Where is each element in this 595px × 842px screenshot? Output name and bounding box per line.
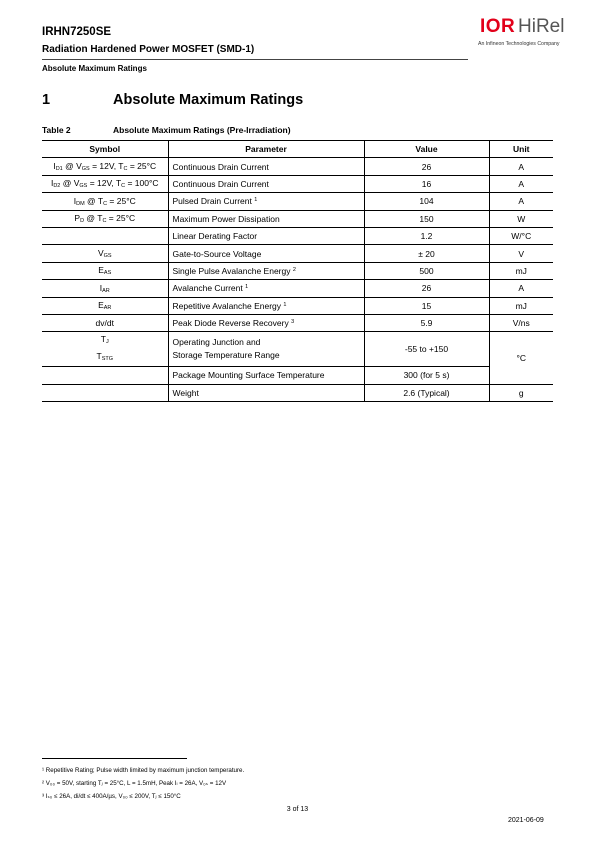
parameter-cell: Maximum Power Dissipation: [168, 210, 364, 227]
symbol-cell: dv/dt: [42, 314, 168, 331]
parameter-cell: Peak Diode Reverse Recovery $^3$: [168, 314, 364, 331]
table-row: [42, 314, 553, 331]
symbol-cell: $E_{AR}$: [42, 297, 168, 314]
value-cell: 150: [364, 210, 489, 227]
symbol-cell: $T_J$ $T_{STG}$: [42, 332, 168, 367]
unit-cell: °C: [489, 332, 553, 384]
value-cell: 500: [364, 262, 489, 279]
table-row: [42, 210, 553, 227]
column-header: Value: [364, 141, 489, 158]
symbol-cell: $I_{AR}$: [42, 280, 168, 297]
footnote-divider: [42, 758, 187, 759]
value-cell: 2.6 (Typical): [364, 384, 489, 401]
unit-cell: g: [489, 384, 553, 401]
unit-cell: W: [489, 210, 553, 227]
parameter-cell: Continuous Drain Current: [168, 175, 364, 192]
table-row: [42, 193, 553, 210]
absolute-max-ratings-table: [42, 140, 553, 402]
page-number: 3 of 13: [286, 806, 309, 813]
value-cell: 16: [364, 175, 489, 192]
unit-cell: W/°C: [489, 227, 553, 244]
running-section-title: Absolute Maximum Ratings: [42, 64, 147, 73]
value-cell: ± 20: [364, 245, 489, 262]
value-cell: 1.2: [364, 227, 489, 244]
table-row: [42, 262, 553, 279]
table-row: [42, 367, 553, 384]
symbol-cell: $P_D$ @ $T_C = 25^\circ C$: [42, 210, 168, 227]
table-row: [42, 297, 553, 314]
unit-cell: A: [489, 175, 553, 192]
value-cell: 5.9: [364, 314, 489, 331]
table-row: [42, 332, 553, 367]
parameter-cell: Gate-to-Source Voltage: [168, 245, 364, 262]
symbol-cell: [42, 227, 168, 244]
unit-cell: V/ns: [489, 314, 553, 331]
symbol-cell: [42, 367, 168, 384]
column-header: Parameter: [168, 141, 364, 158]
value-cell: 26: [364, 280, 489, 297]
logo-text: HiRel: [518, 16, 565, 37]
column-header: Symbol: [42, 141, 168, 158]
table-row: [42, 158, 553, 175]
company-logo: [478, 14, 578, 54]
logo-tagline: An Infineon Technologies Company: [478, 41, 560, 47]
parameter-cell: Pulsed Drain Current $^1$: [168, 193, 364, 210]
table-header-row: [42, 141, 553, 158]
parameter-cell: Repetitive Avalanche Energy $^1$: [168, 297, 364, 314]
symbol-cell: $I_{D1}$ @ $V_{GS} = 12V$, $T_C = 25^\circ C$: [42, 158, 168, 175]
footnote: ¹ Repetitive Rating; Pulse width limited by maximum junction temperature.: [42, 767, 245, 774]
unit-cell: A: [489, 193, 553, 210]
symbol-cell: $V_{GS}$: [42, 245, 168, 262]
unit-cell: mJ: [489, 262, 553, 279]
table-row: [42, 245, 553, 262]
footnote: ² V₀₀ = 50V, starting Tⱼ = 25°C, L = 1.5mH, Peak Iₗ = 26A, V₀ₛ = 12V: [42, 780, 227, 787]
table-caption-title: Absolute Maximum Ratings (Pre-Irradiation): [113, 125, 291, 135]
table-row: [42, 227, 553, 244]
parameter-cell: Single Pulse Avalanche Energy $^2$: [168, 262, 364, 279]
parameter-cell: Linear Derating Factor: [168, 227, 364, 244]
section-number: 1: [42, 92, 51, 108]
section-title: Absolute Maximum Ratings: [113, 92, 304, 108]
value-cell: 104: [364, 193, 489, 210]
unit-cell: A: [489, 158, 553, 175]
footnote: ³ Iₛ₀ ≤ 26A, di/dt ≤ 400A/µs, V₀₀ ≤ 200V, Tⱼ ≤ 150°C: [42, 793, 181, 800]
parameter-cell: Continuous Drain Current: [168, 158, 364, 175]
document-date: 2021-06-09: [508, 817, 544, 824]
table-row: [42, 280, 553, 297]
value-cell: 26: [364, 158, 489, 175]
parameter-cell: Avalanche Current $^1$: [168, 280, 364, 297]
unit-cell: V: [489, 245, 553, 262]
symbol-cell: $I_{DM}$ @ $T_C = 25^\circ C$: [42, 193, 168, 210]
part-number: IRHN7250SE: [42, 26, 112, 38]
parameter-cell: Package Mounting Surface Temperature: [168, 367, 364, 384]
column-header: Unit: [489, 141, 553, 158]
table-caption-label: Table 2: [42, 125, 71, 135]
value-cell: 15: [364, 297, 489, 314]
unit-cell: mJ: [489, 297, 553, 314]
symbol-cell: $I_{D2}$ @ $V_{GS} = 12V$, $T_C = 100^\circ C$: [42, 175, 168, 192]
symbol-cell: [42, 384, 168, 401]
parameter-cell: Weight: [168, 384, 364, 401]
table-row: [42, 175, 553, 192]
parameter-cell: Operating Junction and Storage Temperature Range: [168, 332, 364, 367]
value-cell: 300 (for 5 s): [364, 367, 489, 384]
logo-mark: IOR: [480, 16, 516, 37]
header-divider: [42, 59, 468, 60]
value-cell: -55 to +150: [364, 332, 489, 367]
table-row: [42, 384, 553, 401]
unit-cell: A: [489, 280, 553, 297]
symbol-cell: $E_{AS}$: [42, 262, 168, 279]
document-subtitle: Radiation Hardened Power MOSFET (SMD-1): [42, 44, 255, 55]
